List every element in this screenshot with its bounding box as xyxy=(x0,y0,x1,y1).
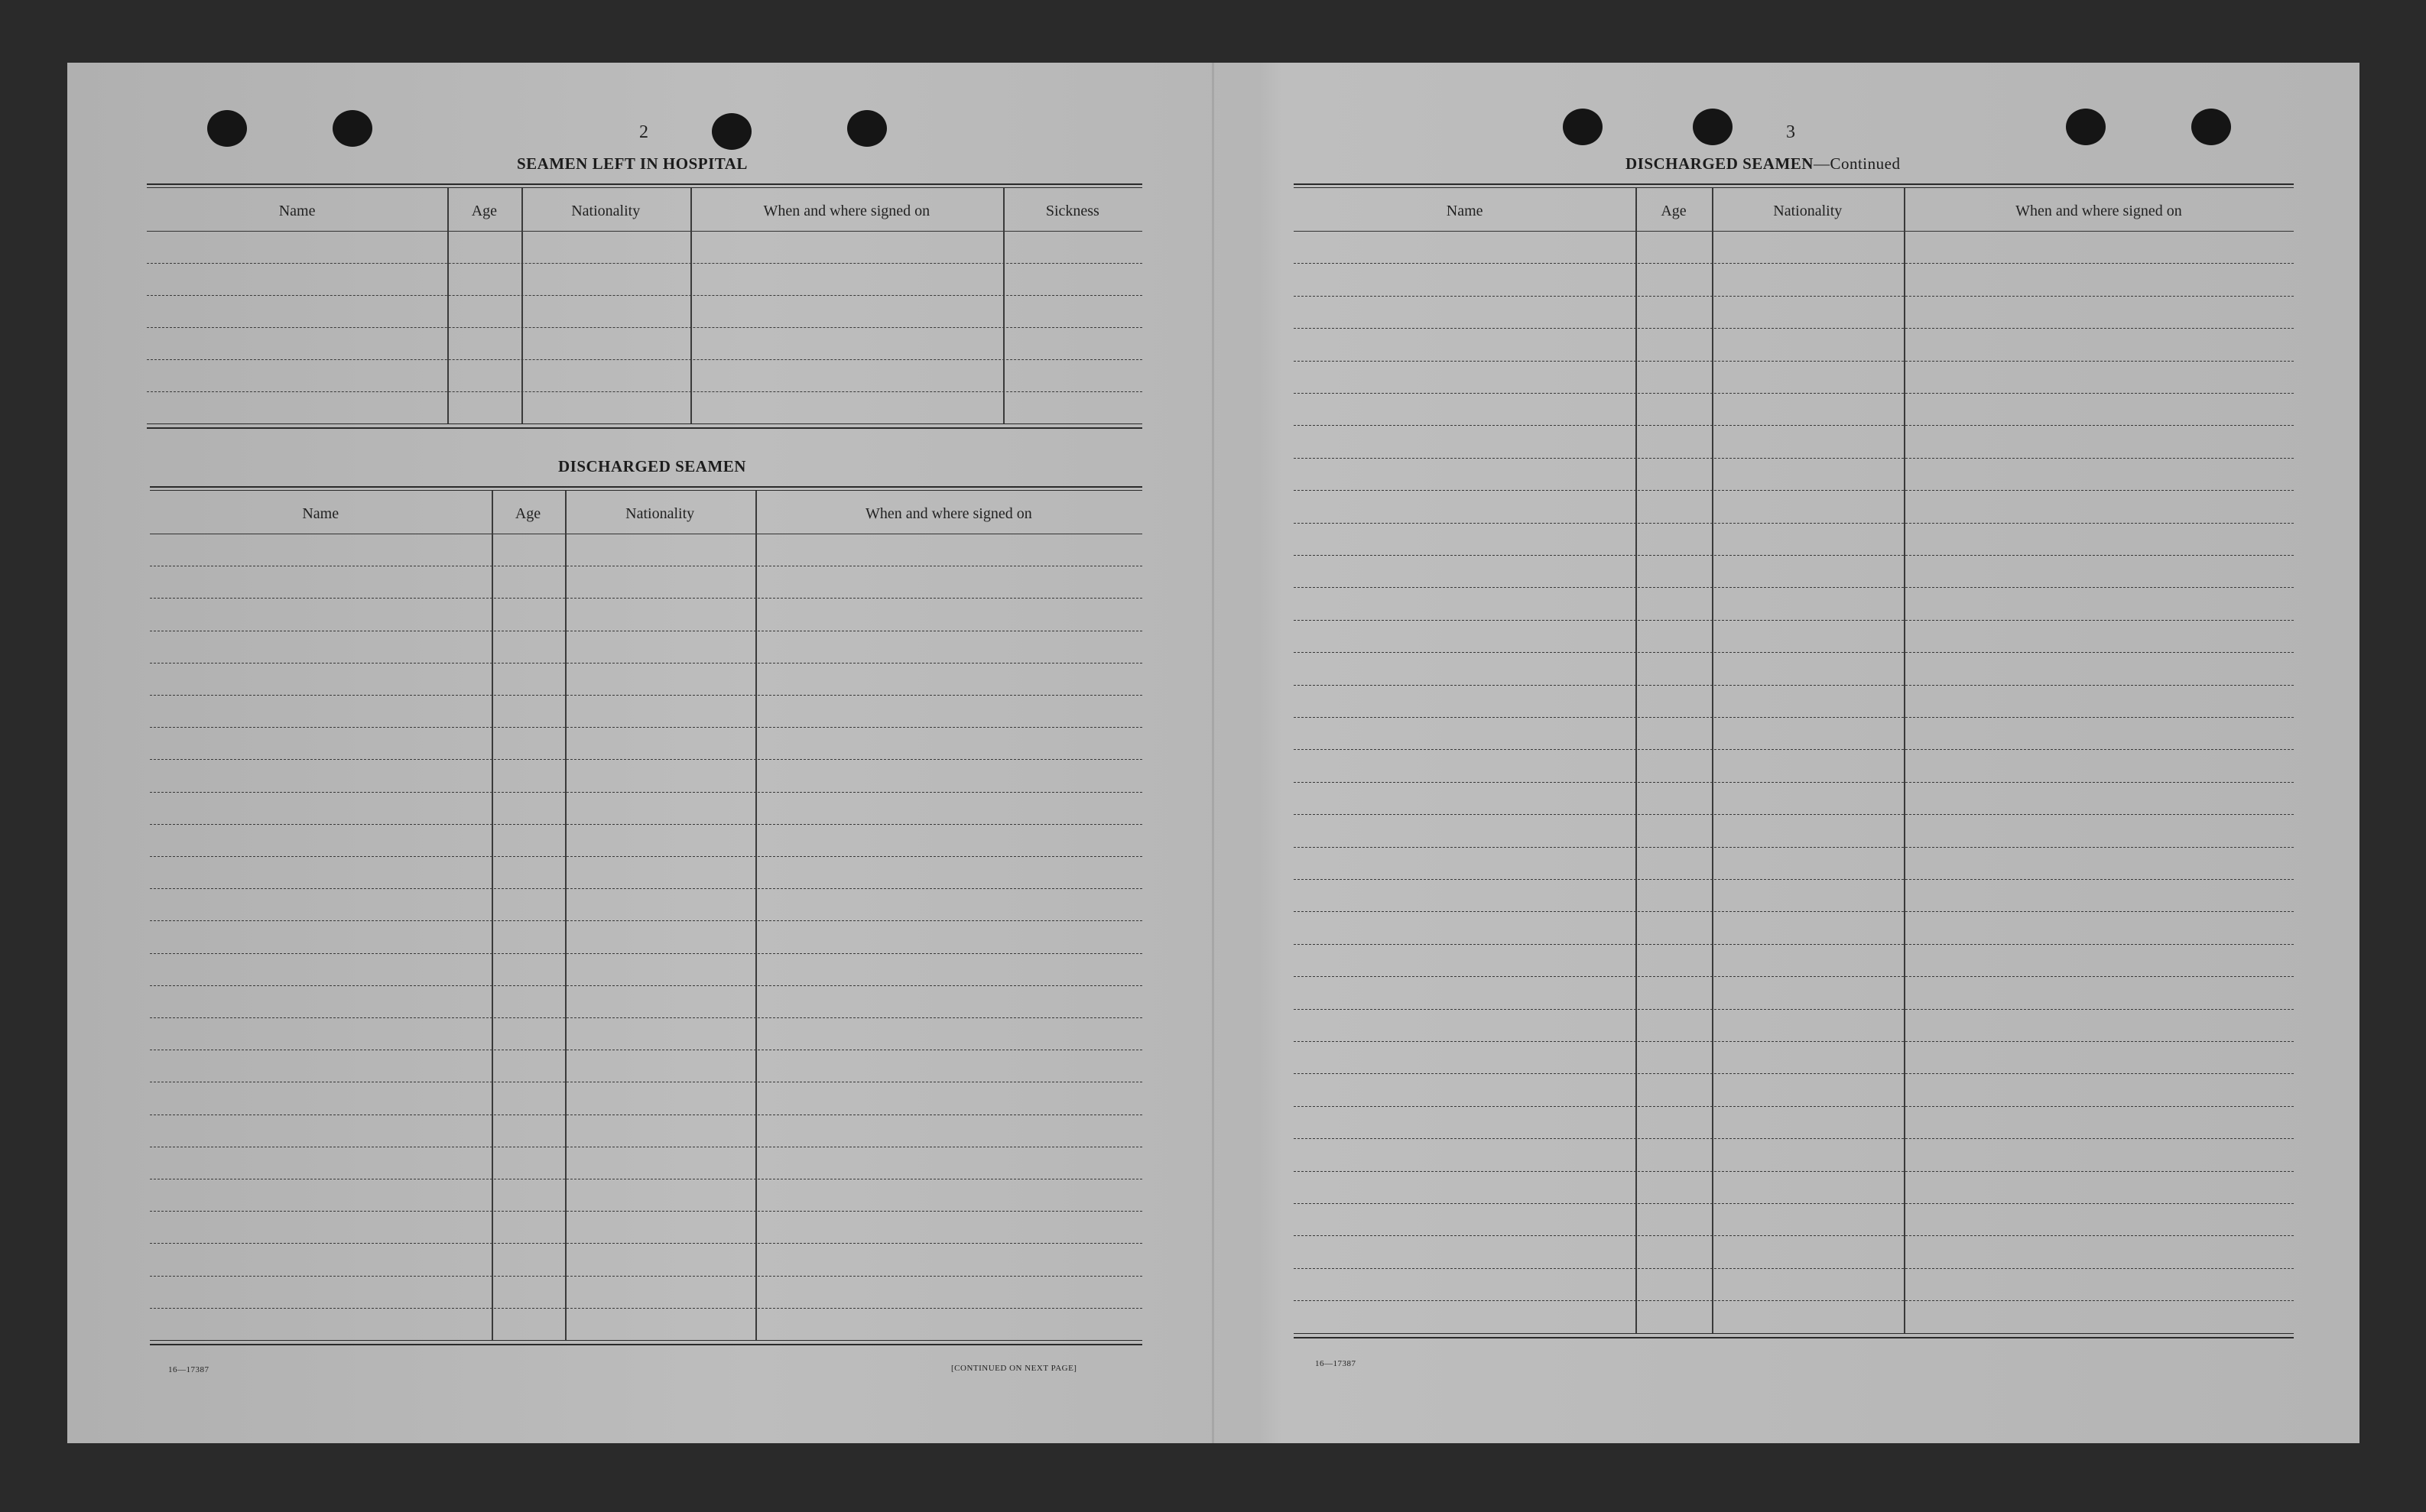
row-line xyxy=(1294,296,2294,297)
row-line xyxy=(1294,944,2294,945)
row-line xyxy=(1294,1138,2294,1139)
discharged-continued-title-suffix: —Continued xyxy=(1813,154,1901,173)
column-divider xyxy=(521,188,523,423)
column-divider xyxy=(447,188,449,423)
table-bottom-rule xyxy=(150,1344,1142,1345)
table-top-rule xyxy=(1294,187,2294,188)
row-line xyxy=(150,727,1142,728)
row-line xyxy=(1294,620,2294,621)
table-bottom-rule xyxy=(147,427,1142,429)
row-line xyxy=(1294,717,2294,718)
row-line xyxy=(1294,587,2294,588)
row-line xyxy=(1294,847,2294,848)
table-top-rule xyxy=(150,486,1142,488)
row-line xyxy=(150,856,1142,857)
row-line xyxy=(150,985,1142,986)
row-line xyxy=(1294,1106,2294,1107)
column-header: When and where signed on xyxy=(763,203,930,219)
row-line xyxy=(150,663,1142,664)
column-divider xyxy=(1904,188,1905,1333)
column-header: Nationality xyxy=(1773,203,1843,219)
column-divider xyxy=(755,491,757,1340)
header-rule xyxy=(147,231,1142,232)
punch-hole xyxy=(2191,109,2231,145)
column-divider xyxy=(492,491,493,1340)
column-header: Age xyxy=(515,505,541,522)
column-divider xyxy=(565,491,567,1340)
row-line xyxy=(150,953,1142,954)
row-line xyxy=(150,888,1142,889)
punch-hole xyxy=(2066,109,2106,145)
row-line xyxy=(1294,749,2294,750)
row-line xyxy=(1294,685,2294,686)
row-line xyxy=(1294,328,2294,329)
discharged-continued-title-main: DISCHARGED SEAMEN xyxy=(1625,154,1814,173)
punch-hole xyxy=(712,113,752,150)
discharged-table-right xyxy=(1294,183,2294,1353)
row-line xyxy=(1294,555,2294,556)
column-header: Age xyxy=(1661,203,1687,219)
discharged-section-title: DISCHARGED SEAMEN xyxy=(558,457,746,475)
punch-hole xyxy=(847,110,887,147)
row-line xyxy=(150,1211,1142,1212)
column-divider xyxy=(1003,188,1005,423)
row-line xyxy=(147,359,1142,360)
row-line xyxy=(147,327,1142,328)
table-bottom-rule xyxy=(1294,1333,2294,1334)
discharged-table-left xyxy=(150,486,1142,1356)
table-bottom-rule xyxy=(150,1340,1142,1341)
hospital-section-title: SEAMEN LEFT IN HOSPITAL xyxy=(517,154,748,173)
column-divider xyxy=(1635,188,1637,1333)
row-line xyxy=(1294,782,2294,783)
column-header: Name xyxy=(278,203,316,219)
column-header: When and where signed on xyxy=(2015,203,2182,219)
form-number-left: 16—17387 xyxy=(168,1365,209,1374)
row-line xyxy=(1294,814,2294,815)
page-fold xyxy=(1212,63,1214,1443)
row-line xyxy=(1294,1235,2294,1236)
discharged-continued-title xyxy=(1625,154,1900,174)
row-line xyxy=(147,263,1142,264)
row-line xyxy=(1294,1171,2294,1172)
row-line xyxy=(1294,263,2294,264)
continued-note: [CONTINUED ON NEXT PAGE] xyxy=(951,1364,1077,1373)
column-header: Name xyxy=(302,505,339,522)
row-line xyxy=(1294,523,2294,524)
document-sheet xyxy=(67,63,2359,1443)
row-line xyxy=(150,792,1142,793)
row-line xyxy=(1294,458,2294,459)
page-number-left: 2 xyxy=(639,122,648,142)
header-rule xyxy=(1294,231,2294,232)
row-line xyxy=(1294,425,2294,426)
row-line xyxy=(150,1017,1142,1018)
row-line xyxy=(1294,1203,2294,1204)
column-header: Name xyxy=(1446,203,1483,219)
row-line xyxy=(1294,1009,2294,1010)
table-top-rule xyxy=(1294,183,2294,185)
row-line xyxy=(150,1243,1142,1244)
column-header: Nationality xyxy=(625,505,695,522)
form-number-right: 16—17387 xyxy=(1315,1359,1356,1368)
row-line xyxy=(1294,1073,2294,1074)
table-bottom-rule xyxy=(147,423,1142,424)
hospital-table xyxy=(147,183,1142,501)
row-line xyxy=(1294,1300,2294,1301)
row-line xyxy=(1294,1041,2294,1042)
row-line xyxy=(150,1308,1142,1309)
row-line xyxy=(150,695,1142,696)
row-line xyxy=(147,295,1142,296)
row-line xyxy=(1294,490,2294,491)
column-header: Sickness xyxy=(1045,203,1099,219)
punch-hole xyxy=(1693,109,1733,145)
table-top-rule xyxy=(147,183,1142,185)
table-bottom-rule xyxy=(1294,1337,2294,1338)
row-line xyxy=(1294,879,2294,880)
row-line xyxy=(1294,1268,2294,1269)
row-line xyxy=(1294,652,2294,653)
row-line xyxy=(1294,393,2294,394)
row-line xyxy=(150,920,1142,921)
table-top-rule xyxy=(147,187,1142,188)
row-line xyxy=(150,1276,1142,1277)
row-line xyxy=(150,598,1142,599)
row-line xyxy=(147,391,1142,392)
punch-hole xyxy=(333,110,372,147)
column-divider xyxy=(1712,188,1713,1333)
row-line xyxy=(1294,976,2294,977)
punch-hole xyxy=(207,110,247,147)
column-header: Nationality xyxy=(571,203,641,219)
row-line xyxy=(150,824,1142,825)
page-number-right: 3 xyxy=(1786,122,1795,142)
column-divider xyxy=(690,188,692,423)
column-header: When and where signed on xyxy=(866,505,1032,522)
row-line xyxy=(1294,911,2294,912)
punch-hole xyxy=(1563,109,1603,145)
row-line xyxy=(150,759,1142,760)
table-top-rule xyxy=(150,490,1142,491)
row-line xyxy=(1294,361,2294,362)
column-header: Age xyxy=(471,203,498,219)
